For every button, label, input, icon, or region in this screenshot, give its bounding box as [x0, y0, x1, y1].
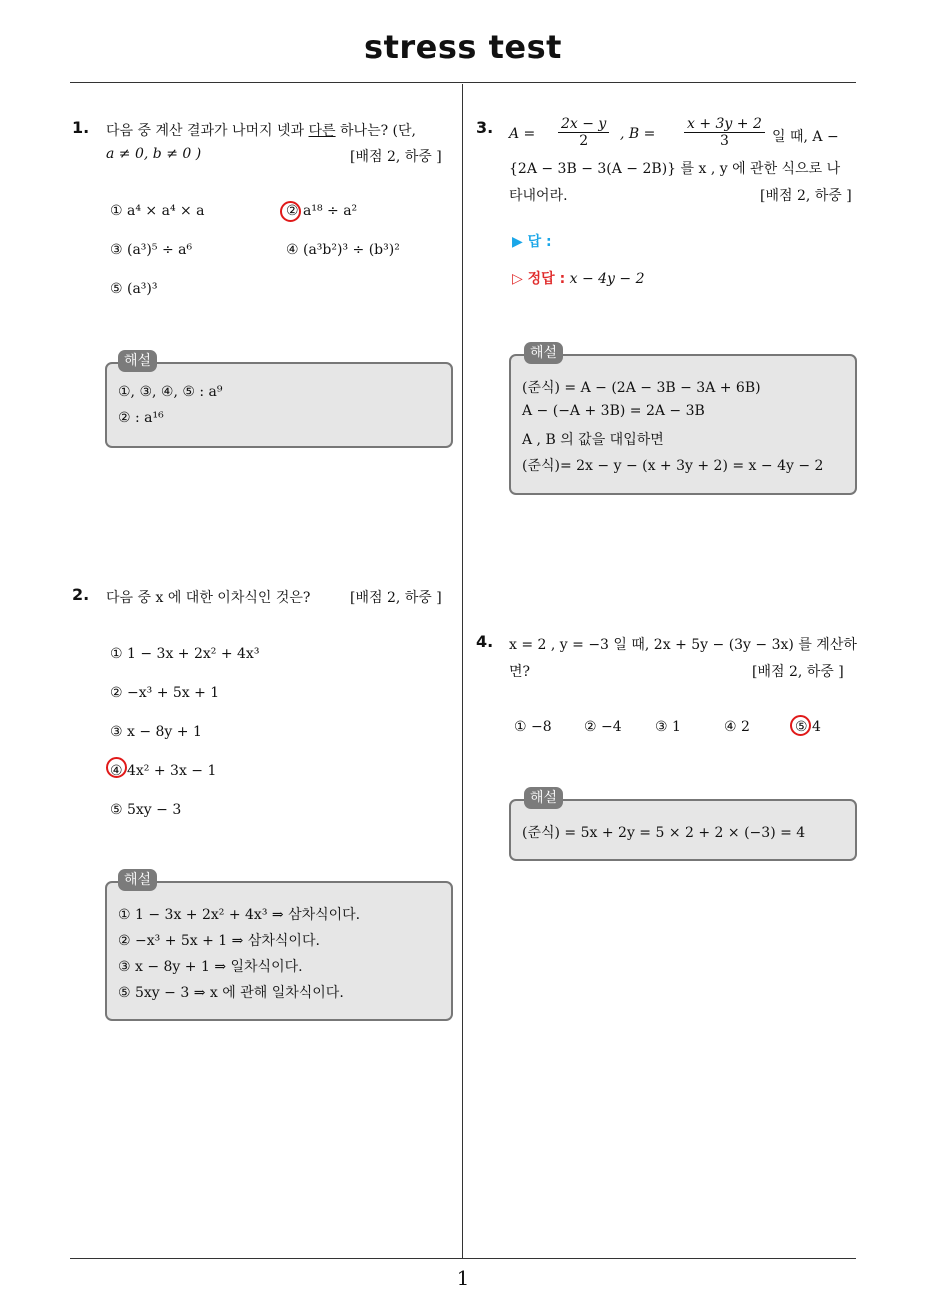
answer-label: ▶ 답 : [512, 234, 552, 250]
solution-line: ③ x − 8y + 1 ⇒ 일차식이다. [118, 959, 303, 975]
option-5[interactable]: ⑤ 4 [795, 719, 821, 735]
fraction-a-denominator: 2 [579, 133, 589, 149]
solution-line: (준식) = A − (2A − 3B − 3A + 6B) [522, 380, 761, 396]
top-rule [70, 82, 856, 83]
option-2[interactable]: ② −x³ + 5x + 1 [110, 685, 220, 701]
question-text: x = 2 , y = −3 일 때, 2x + 5y − (3y − 3x) 를 계산하 [509, 637, 857, 653]
solution-box [105, 362, 453, 448]
option-5[interactable]: ⑤ (a³)³ [110, 281, 158, 297]
fraction-b-denominator: 3 [719, 133, 729, 149]
fraction-b-numerator: x + 3y + 2 [684, 116, 765, 133]
selected-answer-circle [790, 715, 811, 736]
solution-line: A − (−A + 3B) = 2A − 3B [522, 403, 705, 419]
option-3[interactable]: ③ x − 8y + 1 [110, 724, 202, 740]
solution-line: ①, ③, ④, ⑤ : a⁹ [118, 384, 223, 400]
score-label: [배점 2, 하중 ] [760, 188, 852, 204]
question-number: 1. [72, 118, 90, 137]
question-text: 다음 중 x 에 대한 이차식인 것은? [106, 590, 311, 606]
option-1[interactable]: ① 1 − 3x + 2x² + 4x³ [110, 646, 260, 662]
option-5[interactable]: ⑤ 5xy − 3 [110, 802, 182, 818]
question-text-underlined: 다른 [308, 123, 336, 139]
option-3[interactable]: ③ 1 [655, 719, 681, 735]
question-condition: a ≠ 0, b ≠ 0 ) [106, 146, 202, 162]
page-title: stress test [364, 28, 562, 66]
solution-tag: 해설 [524, 787, 563, 809]
option-3[interactable]: ③ (a³)⁵ ÷ a⁶ [110, 242, 193, 258]
question-number: 2. [72, 585, 90, 604]
solution-line: ⑤ 5xy − 3 ⇒ x 에 관해 일차식이다. [118, 985, 344, 1001]
selected-answer-circle [106, 757, 127, 778]
page-number: 1 [456, 1266, 470, 1290]
fraction-a-numerator: 2x − y [558, 116, 609, 133]
score-label: [배점 2, 하중 ] [752, 664, 844, 680]
solution-line: (준식)= 2x − y − (x + 3y + 2) = x − 4y − 2 [522, 458, 824, 474]
question-number: 4. [476, 632, 494, 651]
question-text: 면? [509, 664, 531, 680]
question-text-part: 하나는? (단, [340, 123, 416, 139]
solution-tag: 해설 [118, 869, 157, 891]
question-text [106, 120, 416, 140]
option-1[interactable]: ① −8 [514, 719, 552, 735]
option-4[interactable]: ④ 4x² + 3x − 1 [110, 763, 217, 779]
fraction-b [684, 116, 765, 149]
solution-line: ② : a¹⁶ [118, 410, 164, 426]
expr-b-label: , B = [620, 126, 656, 142]
question-text: 일 때, A − [772, 129, 839, 145]
option-4[interactable]: ④ (a³b²)³ ÷ (b³)² [286, 242, 400, 258]
question-number: 3. [476, 118, 494, 137]
option-4[interactable]: ④ 2 [724, 719, 750, 735]
solution-line: ① 1 − 3x + 2x² + 4x³ ⇒ 삼차식이다. [118, 907, 361, 923]
solution-line: A , B 의 값을 대입하면 [522, 432, 664, 448]
score-label: [배점 2, 하중 ] [350, 149, 442, 165]
correct-answer [512, 268, 645, 288]
option-1[interactable]: ① a⁴ × a⁴ × a [110, 203, 205, 219]
question-text: 타내어라. [509, 188, 568, 204]
question-text-part: 다음 중 계산 결과가 나머지 넷과 [106, 123, 305, 139]
solution-line: (준식) = 5x + 2y = 5 × 2 + 2 × (−3) = 4 [522, 825, 806, 841]
selected-answer-circle [280, 201, 301, 222]
score-label: [배점 2, 하중 ] [350, 590, 442, 606]
expr-a-label: A = [509, 126, 536, 142]
question-text: {2A − 3B − 3(A − 2B)} 를 x , y 에 관한 식으로 나 [509, 161, 841, 177]
column-divider [462, 84, 463, 1258]
correct-answer-value: x − 4y − 2 [569, 271, 645, 287]
correct-answer-label: ▷ 정답 : [512, 271, 566, 287]
solution-line: ② −x³ + 5x + 1 ⇒ 삼차식이다. [118, 933, 320, 949]
fraction-a [558, 116, 609, 149]
solution-tag: 해설 [118, 350, 157, 372]
option-2[interactable]: ② −4 [584, 719, 622, 735]
bottom-rule [70, 1258, 856, 1259]
solution-tag: 해설 [524, 342, 563, 364]
option-2[interactable]: ② a¹⁸ ÷ a² [286, 203, 358, 219]
